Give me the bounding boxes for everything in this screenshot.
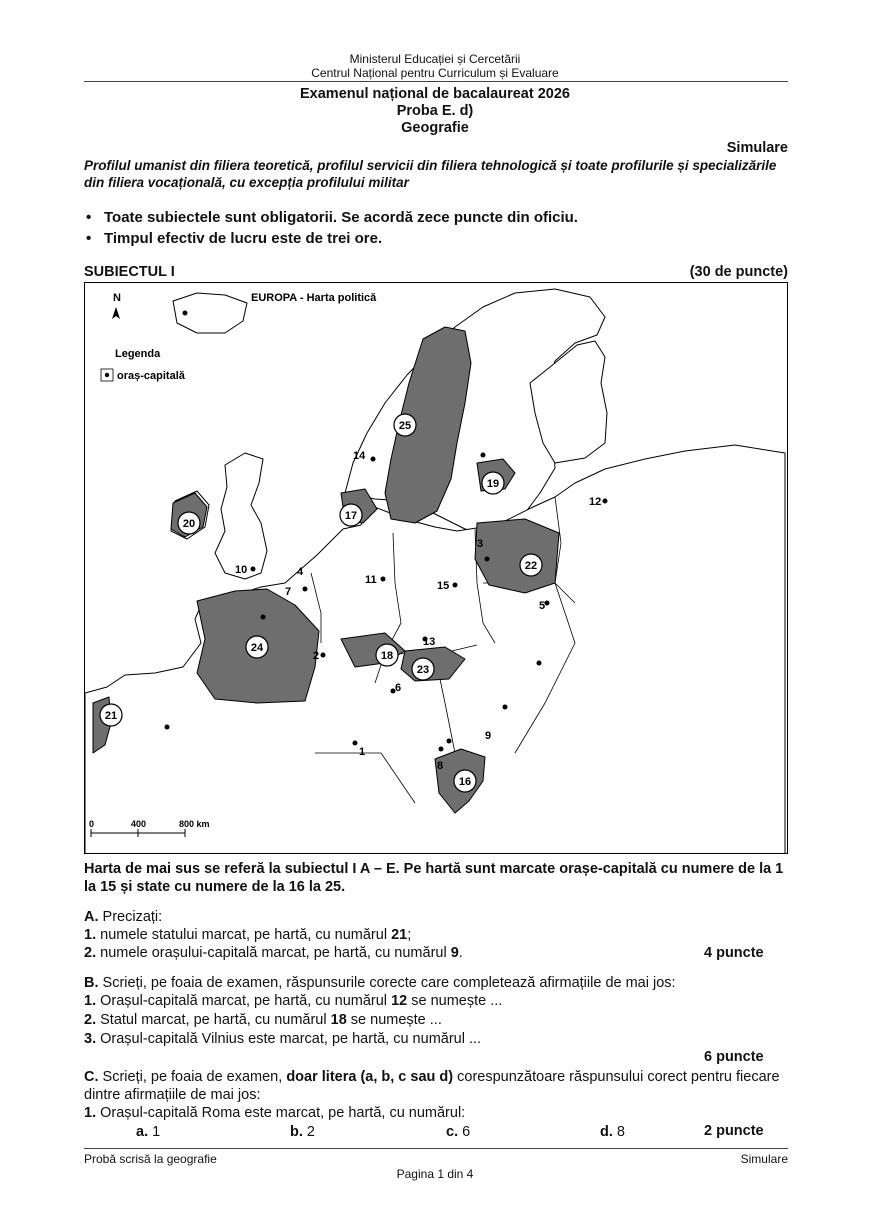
question-C-prompt (84, 1068, 790, 1104)
question-A-points: 4 puncte (704, 945, 764, 961)
scale-400: 400 (131, 819, 147, 829)
rule-2: • Timpul efectiv de lucru este de trei ore. (104, 229, 784, 249)
map-svg (85, 283, 788, 854)
state-20: 20 (182, 518, 196, 530)
scale-0: 0 (89, 819, 95, 829)
option-value: 2 (306, 1124, 315, 1140)
capital-10: 10 (235, 564, 248, 576)
map-intro: Harta de mai sus se referă la subiectul I A – E. Pe hartă sunt marcate orașe-capitală cu numere de la 1 la 15 și state cu numere de la 16 la 25. (84, 861, 784, 895)
question-A-prompt (84, 908, 162, 926)
item-number: 1. (84, 1105, 97, 1121)
item-number: 1. (84, 993, 97, 1009)
land-great-britain (215, 453, 267, 579)
state-19: 19 (486, 478, 500, 490)
footer-divider (84, 1148, 788, 1149)
question-B-item-1 (84, 992, 502, 1010)
question-C-letter: C. (84, 1069, 99, 1085)
item-end: ; (407, 927, 412, 943)
question-A-text: Precizați: (102, 909, 163, 925)
state-16: 16 (458, 776, 472, 788)
option-d (600, 1123, 625, 1141)
question-C-points: 2 puncte (704, 1123, 764, 1139)
question-B-prompt (84, 974, 790, 992)
capital-1: 1 (359, 746, 366, 758)
simulare-label: Simulare (726, 140, 788, 156)
item-number: 3. (84, 1031, 97, 1047)
profile-text: Profilul umanist din filiera teoretică, profilul servicii din filiera tehnologică și toate profilurile și specializările din filiera vocațională, cu excepția profilului militar (84, 158, 777, 190)
ministry-name: Ministerul Educației și Cercetării (349, 52, 521, 66)
item-text: Statul marcat, pe hartă, cu numărul (100, 1012, 331, 1028)
footer-left: Probă scrisă la geografie (84, 1152, 217, 1166)
capital-7: 7 (285, 586, 292, 598)
footer-right: Simulare (740, 1152, 788, 1166)
question-A-item-1 (84, 926, 411, 944)
state-22: 22 (524, 560, 538, 572)
question-C-item-1 (84, 1104, 465, 1122)
capital-13: 13 (423, 636, 436, 648)
legend-title: Legenda (115, 348, 161, 360)
state-17: 17 (344, 510, 358, 522)
scale-800: 800 km (179, 819, 210, 829)
item-num: 18 (330, 1012, 347, 1028)
question-C-post: corespunzătoare răspunsului corect pentru fiecare dintre afirmațiile de mai jos: (84, 1069, 780, 1103)
subject-title: Geografie (401, 120, 469, 136)
item-text: Orașul-capitală marcat, pe hartă, cu numărul (100, 993, 392, 1009)
option-letter: c. (446, 1124, 459, 1140)
state-23: 23 (416, 664, 430, 676)
section-title: SUBIECTUL I (84, 264, 175, 280)
capital-5: 5 (539, 600, 546, 612)
question-A-item-2 (84, 944, 463, 962)
question-B-item-2 (84, 1011, 442, 1029)
capital-2: 2 (313, 650, 320, 662)
capital-3: 3 (477, 538, 484, 550)
state-18: 18 (380, 650, 394, 662)
question-B-letter: B. (84, 975, 99, 991)
capital-12: 12 (589, 496, 602, 508)
item-num: 12 (391, 993, 408, 1009)
item-number: 1. (84, 927, 97, 943)
option-value: 1 (152, 1124, 161, 1140)
north-label: N (113, 292, 121, 304)
item-text: Orașul-capitală Roma este marcat, pe hartă, cu numărul: (100, 1105, 466, 1121)
state-21: 21 (104, 710, 118, 722)
capital-4: 4 (297, 566, 304, 578)
option-b (290, 1123, 315, 1141)
section-points: (30 de puncte) (689, 264, 788, 280)
option-value: 6 (462, 1124, 471, 1140)
option-letter: b. (290, 1124, 303, 1140)
capital-11: 11 (365, 574, 377, 586)
item-number: 2. (84, 945, 97, 961)
question-B-text: Scrieți, pe foaia de examen, răspunsurile corecte care completează afirmațiile de mai jos: (102, 975, 676, 991)
capital-6: 6 (395, 682, 402, 694)
option-c (446, 1123, 470, 1141)
option-a (136, 1123, 160, 1141)
north-arrow-icon (112, 307, 120, 319)
item-end: se numește ... (346, 1012, 442, 1028)
question-C-pre: Scrieți, pe foaia de examen, (102, 1069, 287, 1085)
item-number: 2. (84, 1012, 97, 1028)
rule-1: • Toate subiectele sunt obligatorii. Se acordă zece puncte din oficiu. (104, 208, 784, 228)
capital-14: 14 (353, 450, 366, 462)
proba-title: Proba E. d) (396, 103, 474, 119)
legend-dot-icon (105, 373, 109, 377)
item-end: . (458, 945, 463, 961)
item-num: 21 (391, 927, 408, 943)
capital-9: 9 (485, 730, 492, 742)
map-title: EUROPA - Harta politică (251, 292, 377, 304)
question-C-bold: doar litera (a, b, c sau d) (286, 1069, 454, 1085)
center-name: Centrul Național pentru Curriculum și Evaluare (311, 66, 559, 80)
option-letter: d. (600, 1124, 613, 1140)
option-letter: a. (136, 1124, 149, 1140)
question-B-item-3 (84, 1030, 481, 1048)
question-A-letter: A. (84, 909, 99, 925)
state-25: 25 (398, 420, 412, 432)
item-text: Orașul-capitală Vilnius este marcat, pe hartă, cu numărul ... (100, 1031, 482, 1047)
option-value: 8 (616, 1124, 625, 1140)
state-belarus (475, 519, 559, 593)
capital-8: 8 (437, 760, 444, 772)
exam-title: Examenul național de bacalaureat 2026 (300, 86, 570, 102)
footer-page: Pagina 1 din 4 (396, 1167, 474, 1181)
header-divider (84, 81, 788, 82)
question-B-points: 6 puncte (704, 1049, 764, 1065)
europe-map (84, 282, 788, 854)
item-end: se numește ... (407, 993, 503, 1009)
legend-item: oraș-capitală (117, 370, 185, 382)
state-24: 24 (250, 642, 264, 654)
item-text: numele orașului-capitală marcat, pe hartă, cu numărul (100, 945, 451, 961)
capital-15: 15 (437, 580, 450, 592)
item-num: 9 (450, 945, 459, 961)
item-text: numele statului marcat, pe hartă, cu numărul (100, 927, 392, 943)
